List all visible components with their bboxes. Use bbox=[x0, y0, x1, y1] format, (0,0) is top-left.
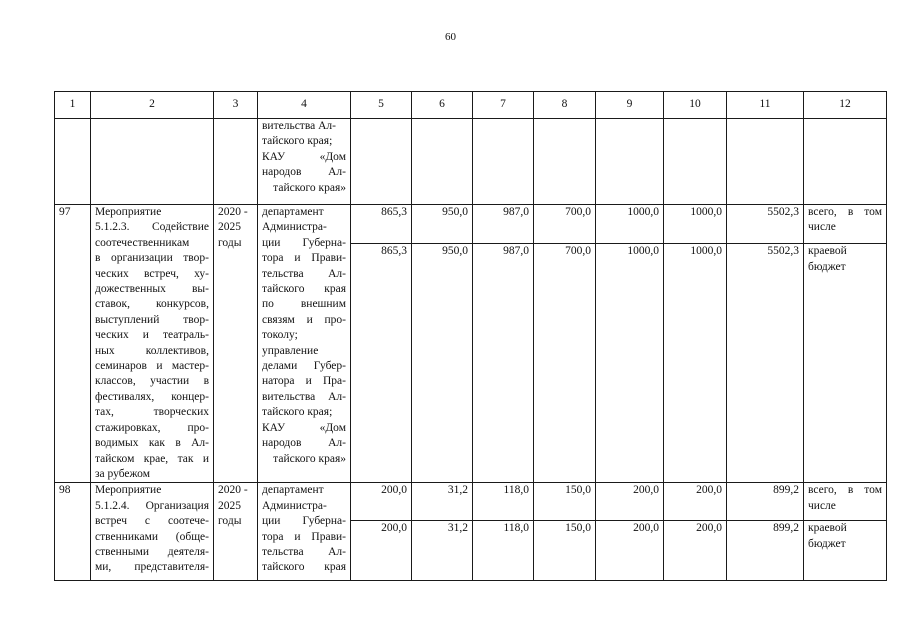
value-cell-2025: 1000,0 bbox=[664, 244, 727, 483]
column-header: 8 bbox=[534, 92, 596, 119]
text-line: тайского края bbox=[262, 283, 346, 296]
source-cell bbox=[804, 119, 887, 205]
text-line: 2025 bbox=[218, 221, 241, 234]
text-line: всего, в том bbox=[808, 484, 882, 497]
value-cell-2022: 118,0 bbox=[473, 483, 534, 521]
value-cell-2024: 200,0 bbox=[596, 483, 664, 521]
index-cell: 98 bbox=[55, 483, 91, 581]
text-line: семинаров и мастер- bbox=[95, 360, 209, 373]
column-header: 5 bbox=[351, 92, 412, 119]
continued-row bbox=[55, 119, 887, 205]
value-cell-2021: 950,0 bbox=[412, 244, 473, 483]
text-line: ции Губерна- bbox=[262, 515, 346, 528]
value-cell-total: 899,2 bbox=[727, 483, 804, 521]
text-line: тайского края; bbox=[262, 406, 333, 419]
measure-cell bbox=[91, 205, 214, 483]
text-line: департамент bbox=[262, 206, 324, 218]
text-line: тора и Прави- bbox=[262, 252, 346, 265]
value-cell bbox=[727, 119, 804, 205]
text-line: тайского края bbox=[262, 561, 346, 574]
text-line: годы bbox=[218, 515, 242, 528]
text-line: ственниками (обще- bbox=[95, 530, 209, 543]
text-line: народов Ал- bbox=[262, 166, 346, 179]
text-line: токолу; bbox=[262, 329, 298, 342]
value-cell-2023: 150,0 bbox=[534, 521, 596, 581]
text-line: ставок, конкурсов, bbox=[95, 298, 209, 311]
text-line: классов, участии в bbox=[95, 375, 209, 388]
text-line: водимых как в Ал- bbox=[95, 437, 209, 450]
text-line: вительства Ал- bbox=[262, 120, 336, 132]
column-header: 11 bbox=[727, 92, 804, 119]
executor-cell bbox=[258, 119, 351, 205]
column-header: 10 bbox=[664, 92, 727, 119]
text-line: 2020 - bbox=[218, 206, 248, 218]
text-line: дожественных вы- bbox=[95, 283, 209, 296]
column-header: 2 bbox=[91, 92, 214, 119]
text-line: стажировках, про- bbox=[95, 421, 209, 434]
value-cell-total: 5502,3 bbox=[727, 205, 804, 244]
value-cell-2025: 200,0 bbox=[664, 483, 727, 521]
text-line: по внешним bbox=[262, 298, 346, 311]
value-cell-2020: 200,0 bbox=[351, 483, 412, 521]
text-line: в организации твор- bbox=[95, 252, 209, 265]
text-line: департамент bbox=[262, 484, 324, 497]
text-line: 5.1.2.4. Организация bbox=[95, 499, 209, 512]
value-cell-total: 5502,3 bbox=[727, 244, 804, 483]
value-cell-2024: 200,0 bbox=[596, 521, 664, 581]
text-line: КАУ «Дом bbox=[262, 421, 346, 434]
value-cell-2023: 700,0 bbox=[534, 205, 596, 244]
value-cell-2021: 950,0 bbox=[412, 205, 473, 244]
text-line: тора и Прави- bbox=[262, 530, 346, 543]
source-cell bbox=[804, 244, 887, 483]
text-line: ственными деятеля- bbox=[95, 545, 209, 558]
source-cell bbox=[804, 483, 887, 521]
text-line: Администра- bbox=[262, 499, 327, 512]
column-header: 4 bbox=[258, 92, 351, 119]
value-cell-2025: 200,0 bbox=[664, 521, 727, 581]
executor-cell bbox=[258, 483, 351, 581]
column-number-header-row bbox=[55, 92, 887, 119]
text-line: Администра- bbox=[262, 221, 327, 234]
text-line: Мероприятие bbox=[95, 484, 162, 497]
text-line: тельства Ал- bbox=[262, 545, 346, 558]
period-cell bbox=[214, 119, 258, 205]
text-line: краевой bbox=[808, 245, 847, 258]
value-cell bbox=[412, 119, 473, 205]
value-cell-2024: 1000,0 bbox=[596, 244, 664, 483]
text-line: за рубежом bbox=[95, 467, 150, 480]
index-cell bbox=[55, 119, 91, 205]
value-cell-2023: 700,0 bbox=[534, 244, 596, 483]
table-row-97-total bbox=[55, 205, 887, 244]
text-line: ми, представителя- bbox=[95, 561, 209, 574]
text-line: встреч с соотече- bbox=[95, 515, 209, 528]
source-cell bbox=[804, 521, 887, 581]
value-cell-2025: 1000,0 bbox=[664, 205, 727, 244]
value-cell-2021: 31,2 bbox=[412, 521, 473, 581]
text-line: народов Ал- bbox=[262, 437, 346, 450]
text-line: ческих встреч, ху- bbox=[95, 267, 209, 280]
text-line: числе bbox=[808, 499, 836, 512]
value-cell bbox=[534, 119, 596, 205]
text-line: ческих и театраль- bbox=[95, 329, 209, 342]
text-line: ных коллективов, bbox=[95, 344, 209, 357]
value-cell-2022: 118,0 bbox=[473, 521, 534, 581]
text-line: тайского края» bbox=[273, 452, 346, 465]
text-line: числе bbox=[808, 221, 836, 234]
period-cell bbox=[214, 483, 258, 581]
value-cell-2020: 865,3 bbox=[351, 244, 412, 483]
source-cell bbox=[804, 205, 887, 244]
text-line: 5.1.2.3. Содействие bbox=[95, 221, 209, 234]
text-line: всего, в том bbox=[808, 206, 882, 218]
column-header: 1 bbox=[55, 92, 91, 119]
text-line: ции Губерна- bbox=[262, 236, 346, 249]
text-line: тайского края» bbox=[273, 181, 346, 194]
column-header: 7 bbox=[473, 92, 534, 119]
column-header: 6 bbox=[412, 92, 473, 119]
value-cell bbox=[664, 119, 727, 205]
text-line: бюджет bbox=[808, 260, 846, 273]
value-cell bbox=[596, 119, 664, 205]
text-line: фестивалях, концер- bbox=[95, 390, 209, 403]
value-cell-2022: 987,0 bbox=[473, 205, 534, 244]
text-line: соотечественникам bbox=[95, 236, 190, 249]
value-cell-2024: 1000,0 bbox=[596, 205, 664, 244]
text-line: годы bbox=[218, 236, 242, 249]
text-line: краевой bbox=[808, 522, 847, 535]
value-cell-2020: 865,3 bbox=[351, 205, 412, 244]
text-line: связям и про- bbox=[262, 313, 346, 326]
text-line: делами Губер- bbox=[262, 360, 346, 373]
value-cell-2020: 200,0 bbox=[351, 521, 412, 581]
index-cell: 97 bbox=[55, 205, 91, 483]
text-line: КАУ «Дом bbox=[262, 150, 346, 163]
text-line: 2025 bbox=[218, 499, 241, 512]
text-line: тайском крае, так и bbox=[95, 452, 209, 465]
value-cell-total: 899,2 bbox=[727, 521, 804, 581]
value-cell-2023: 150,0 bbox=[534, 483, 596, 521]
text-line: тельства Ал- bbox=[262, 267, 346, 280]
text-line: выступлений твор- bbox=[95, 313, 209, 326]
value-cell bbox=[351, 119, 412, 205]
value-cell-2022: 987,0 bbox=[473, 244, 534, 483]
period-cell bbox=[214, 205, 258, 483]
value-cell bbox=[473, 119, 534, 205]
text-line: натора и Пра- bbox=[262, 375, 346, 388]
column-header: 3 bbox=[214, 92, 258, 119]
text-line: вительства Ал- bbox=[262, 390, 346, 403]
text-line: бюджет bbox=[808, 537, 846, 550]
executor-cell bbox=[258, 205, 351, 483]
text-line: Мероприятие bbox=[95, 206, 162, 218]
measure-cell bbox=[91, 483, 214, 581]
page-number: 60 bbox=[445, 31, 456, 43]
table-row-98-total bbox=[55, 483, 887, 521]
value-cell-2021: 31,2 bbox=[412, 483, 473, 521]
measure-cell bbox=[91, 119, 214, 205]
text-line: тах, творческих bbox=[95, 406, 209, 419]
column-header: 12 bbox=[804, 92, 887, 119]
program-measures-table bbox=[54, 91, 887, 581]
column-header: 9 bbox=[596, 92, 664, 119]
text-line: 2020 - bbox=[218, 484, 248, 497]
text-line: тайского края; bbox=[262, 135, 333, 148]
text-line: управление bbox=[262, 344, 319, 357]
